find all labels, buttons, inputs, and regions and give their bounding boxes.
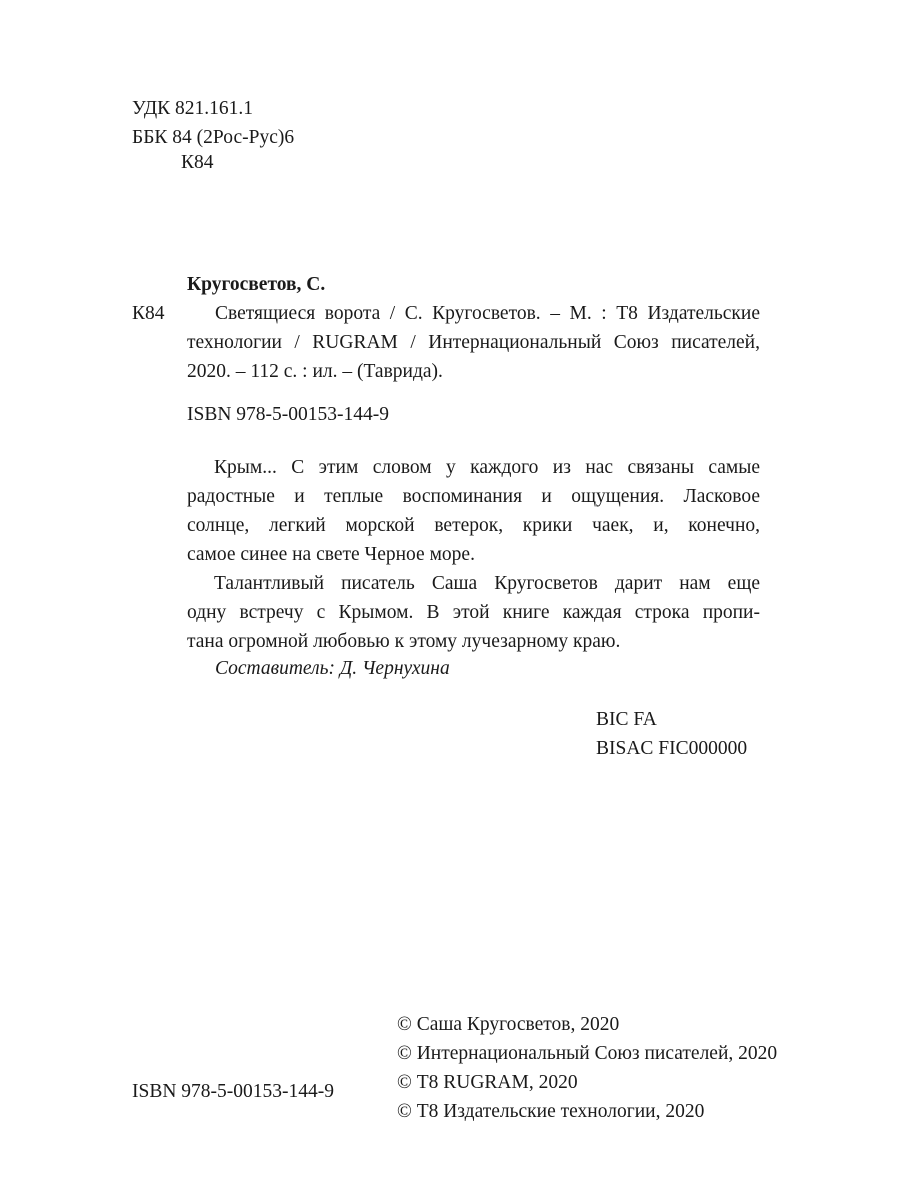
bisac-code: BISAC FIC000000: [596, 738, 748, 759]
annotation-line: тана огромной любовью к этому лучезарному краю.: [187, 631, 621, 652]
annotation-line: самое синее на свете Черное море.: [187, 544, 475, 565]
description-line: Светящиеся ворота / С. Кругосветов. – М. : Т8 Издательские: [215, 303, 760, 324]
copyright-line: © Саша Кругосветов, 2020: [397, 1014, 620, 1035]
copyright-line: © Т8 Издательские технологии, 2020: [397, 1101, 705, 1122]
compiler-credit: Составитель: Д. Чернухина: [215, 658, 450, 679]
bic-code: BIC FA: [596, 709, 657, 730]
copyright-block: [397, 1010, 777, 1126]
bibliographic-description: [187, 299, 760, 386]
udk-code: УДК 821.161.1: [132, 98, 254, 119]
bbk-code: ББК 84 (2Рос-Рус)6: [132, 127, 295, 148]
annotation: [187, 453, 760, 656]
author-heading: Кругосветов, С.: [187, 274, 326, 295]
isbn-bottom: ISBN 978-5-00153-144-9: [132, 1081, 335, 1102]
annotation-line: Талантливый писатель Саша Кругосветов дарит нам еще: [214, 573, 760, 594]
description-line: технологии / RUGRAM / Интернациональный Союз писателей,: [187, 332, 760, 353]
author-sign-top: К84: [181, 152, 214, 173]
copyright-line: © Т8 RUGRAM, 2020: [397, 1072, 578, 1093]
copyright-line: © Интернациональный Союз писателей, 2020: [397, 1043, 778, 1064]
annotation-line: радостные и теплые воспоминания и ощущения. Ласковое: [187, 486, 760, 507]
annotation-line: одну встречу с Крымом. В этой книге каждая строка пропи-: [187, 602, 760, 623]
annotation-line: солнце, легкий морской ветерок, крики чаек, и, конечно,: [187, 515, 760, 536]
author-sign: К84: [132, 303, 165, 324]
annotation-line: Крым... С этим словом у каждого из нас связаны самые: [214, 457, 760, 478]
description-line: 2020. – 112 с. : ил. – (Таврида).: [187, 361, 443, 382]
isbn-record: ISBN 978-5-00153-144-9: [187, 404, 390, 425]
